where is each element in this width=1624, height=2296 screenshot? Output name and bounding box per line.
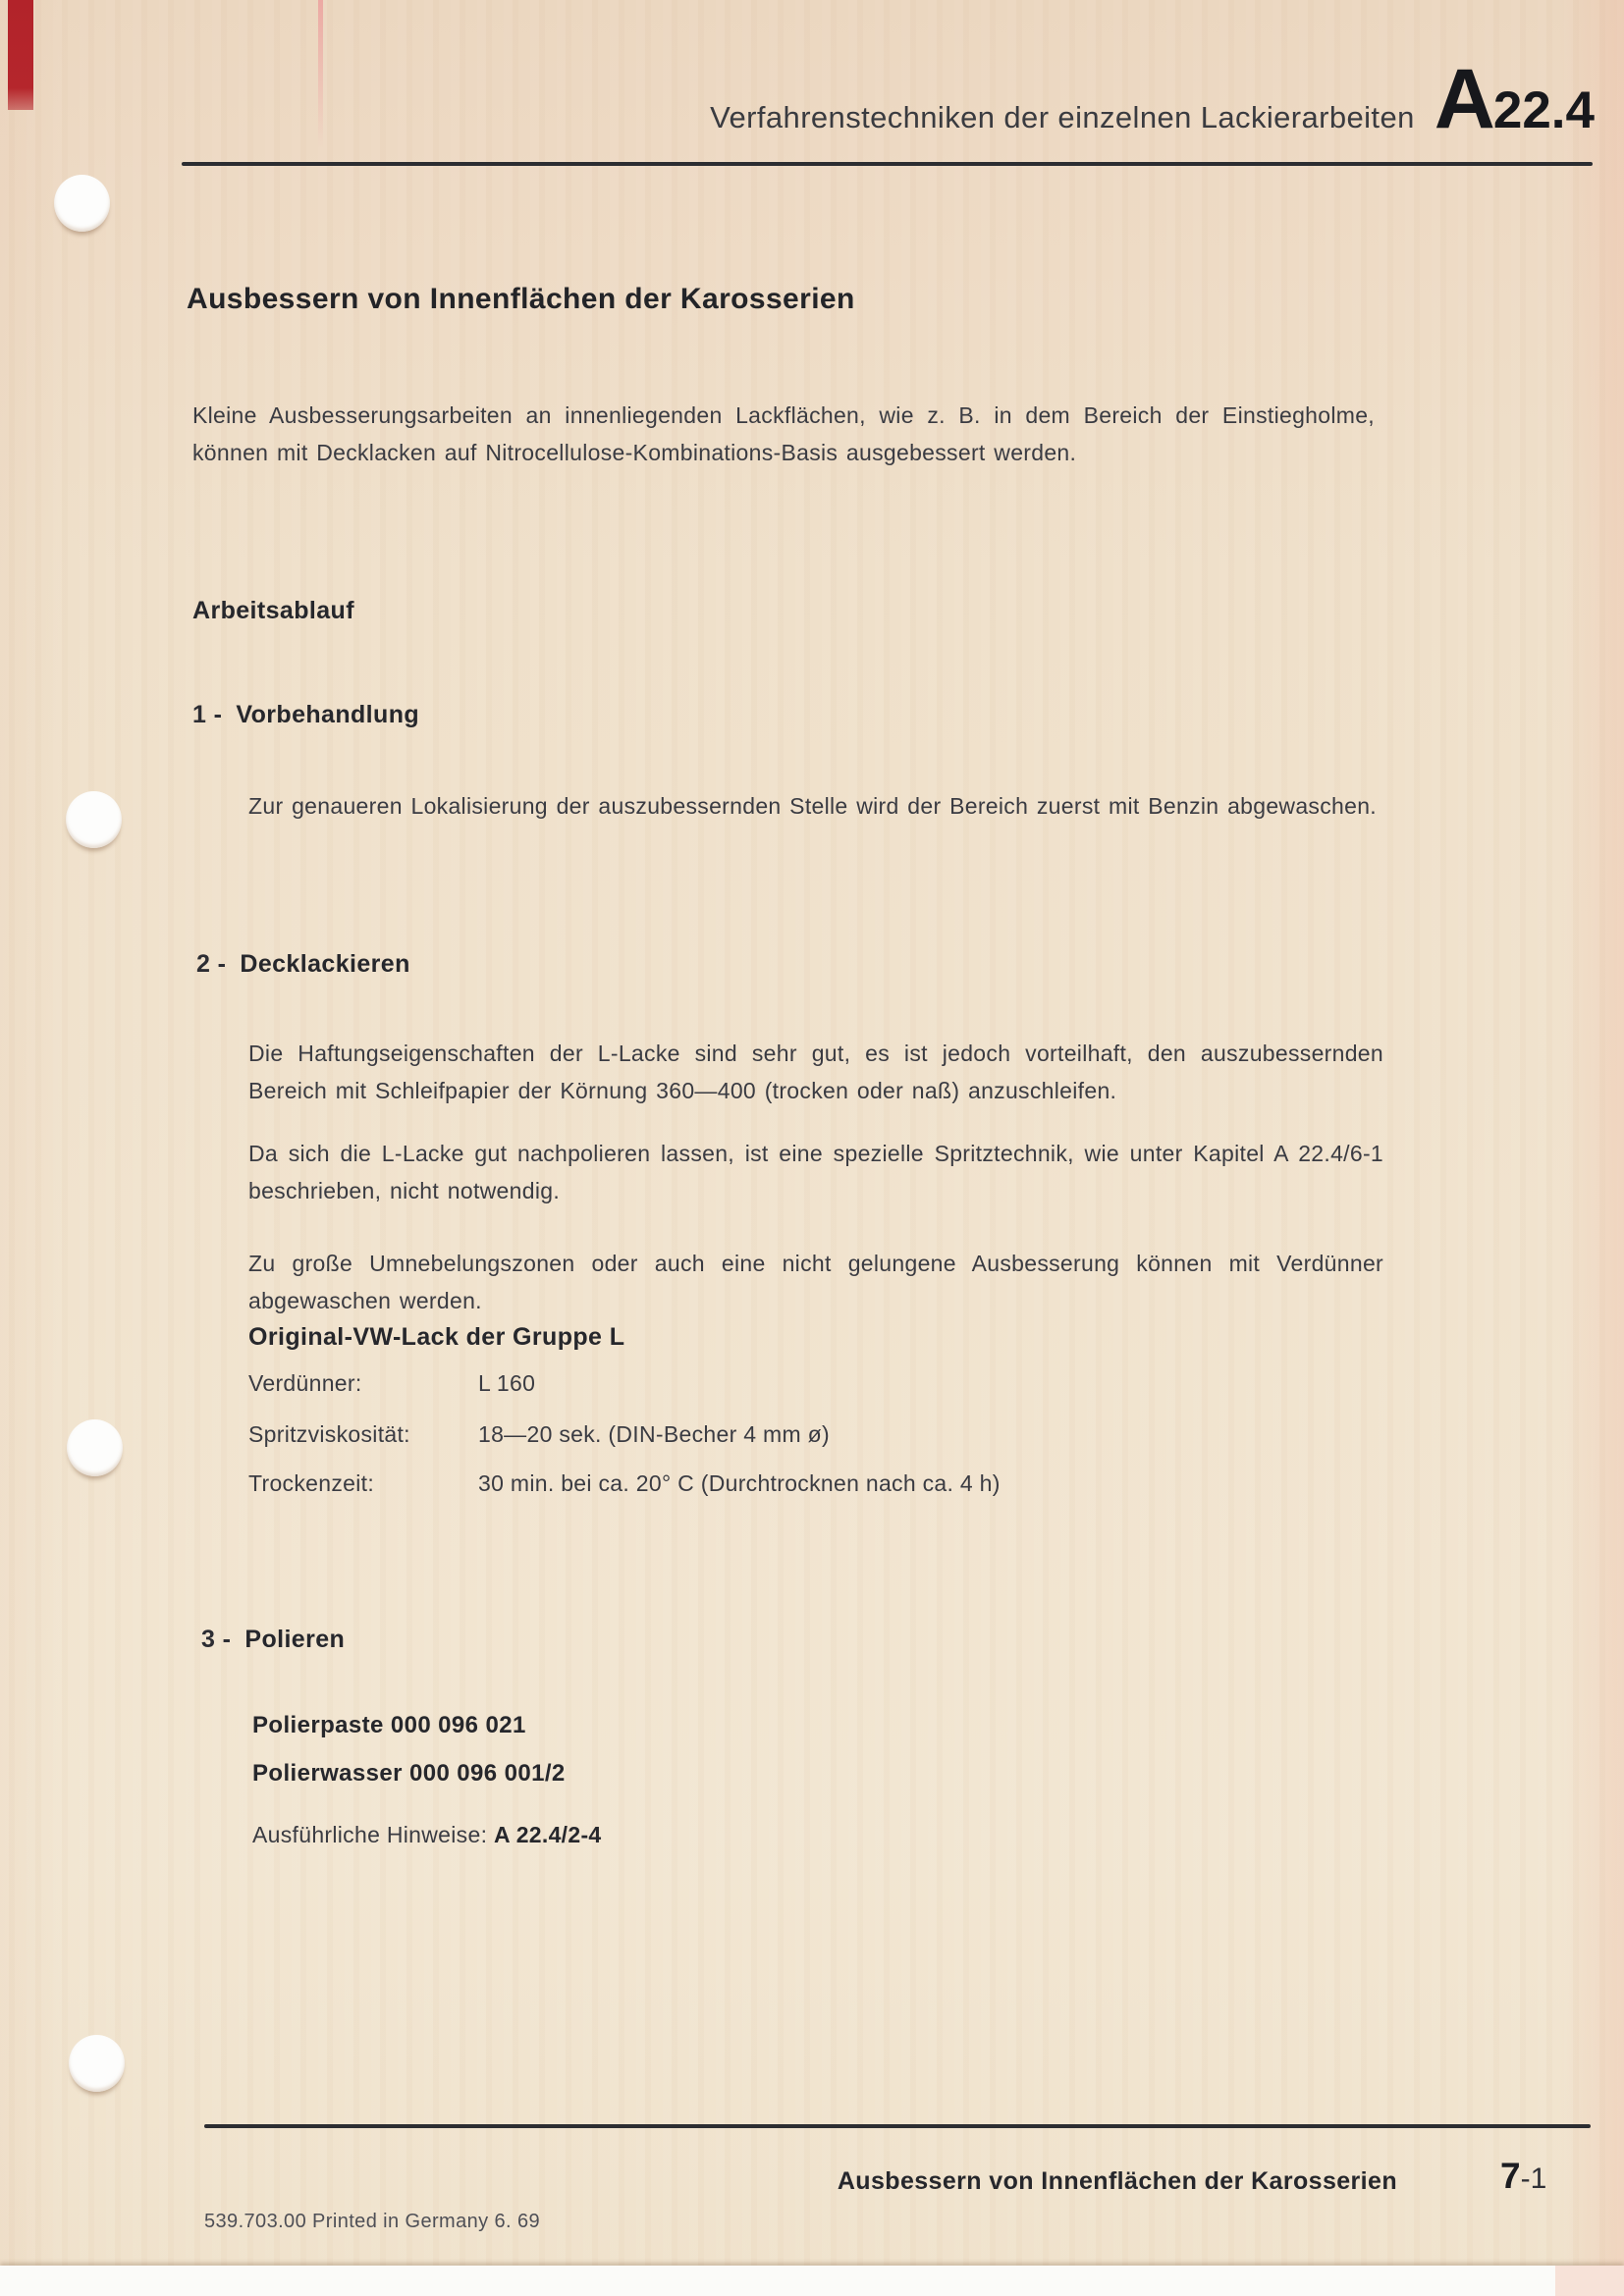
section-1-heading [192, 701, 419, 729]
section-letter: A [1434, 52, 1493, 146]
page-number-minor: -1 [1520, 2163, 1547, 2195]
header-rule [182, 162, 1593, 166]
footer-title: Ausbessern von Innenflächen der Karosserien [837, 2167, 1397, 2195]
section-1-paragraph: Zur genaueren Lokalisierung der auszubessernden Stelle wird der Bereich zuerst mit Benzin abgewaschen. [248, 793, 1377, 819]
punch-hole [67, 1419, 123, 1476]
section-2-paragraph-2: Da sich die L-Lacke gut nachpolieren lassen, ist eine spezielle Spritztechnik, wie unter Kapitel A 22.4/6-1 beschrieben, nicht notwendig. [248, 1141, 1383, 1203]
paper-bottom-edge [0, 2266, 1624, 2296]
hinweise-label: Ausführliche Hinweise: [252, 1822, 488, 1847]
polierpaste-line: Polierpaste 000 096 021 [252, 1712, 526, 1738]
spec-value-verduenner: L 160 [478, 1370, 536, 1396]
section-1-title: Vorbehandlung [236, 701, 420, 728]
punch-hole [54, 175, 110, 232]
section-2-title: Decklackieren [240, 950, 410, 978]
vw-lack-subheading: Original-VW-Lack der Gruppe L [248, 1323, 625, 1351]
page-number [1500, 2156, 1546, 2197]
doc-title: Ausbessern von Innenflächen der Karosserien [187, 283, 855, 315]
section-2-heading [196, 950, 410, 979]
header-title: Verfahrenstechniken der einzelnen Lackierarbeiten [710, 100, 1415, 134]
spec-label-spritzviskositaet: Spritzviskosität: [248, 1421, 410, 1447]
imprint-text: 539.703.00 Printed in Germany 6. 69 [204, 2211, 540, 2232]
corner-tint [1555, 2266, 1624, 2296]
page-number-major: 7 [1500, 2156, 1521, 2196]
workflow-heading: Arbeitsablauf [192, 597, 354, 624]
spec-value-trockenzeit: 30 min. bei ca. 20° C (Durchtrocknen nach ca. 4 h) [478, 1470, 1001, 1496]
polierwasser-line: Polierwasser 000 096 001/2 [252, 1760, 566, 1787]
section-1-number: 1 - [192, 701, 223, 728]
hinweise-value: A 22.4/2-4 [493, 1822, 602, 1847]
spec-label-trockenzeit: Trockenzeit: [248, 1470, 375, 1496]
section-2-number: 2 - [196, 950, 227, 978]
section-2-paragraph-1: Die Haftungseigenschaften der L-Lacke sind sehr gut, es ist jedoch vorteilhaft, den auszubessernden Bereich mit Schleifpapier der Körnung 360—400 (trocken oder naß) anzuschleifen. [248, 1041, 1383, 1103]
punch-hole [66, 791, 122, 848]
footer-rule [204, 2124, 1591, 2128]
section-3-title: Polieren [244, 1626, 346, 1653]
section-2-paragraph-3: Zu große Umnebelungszonen oder auch eine nicht gelungene Ausbesserung können mit Verdünner abgewaschen werden. [248, 1251, 1383, 1313]
section-3-heading [201, 1626, 345, 1654]
hinweise-line [252, 1822, 602, 1848]
intro-paragraph: Kleine Ausbesserungsarbeiten an innenliegenden Lackflächen, wie z. B. in dem Bereich der Einstiegholme, können mit Decklacken auf Nitrocellulose-Kombinations-Basis ausgebessert werden. [192, 402, 1375, 465]
section-3-number: 3 - [201, 1626, 232, 1653]
red-edge-mark [8, 0, 33, 110]
spec-value-spritzviskositaet: 18—20 sek. (DIN-Becher 4 mm ø) [478, 1421, 830, 1447]
pink-scan-line [318, 0, 323, 149]
page-header [710, 52, 1595, 151]
section-number: 22.4 [1492, 81, 1595, 139]
punch-hole [69, 2035, 125, 2092]
spec-label-verduenner: Verdünner: [248, 1370, 362, 1396]
